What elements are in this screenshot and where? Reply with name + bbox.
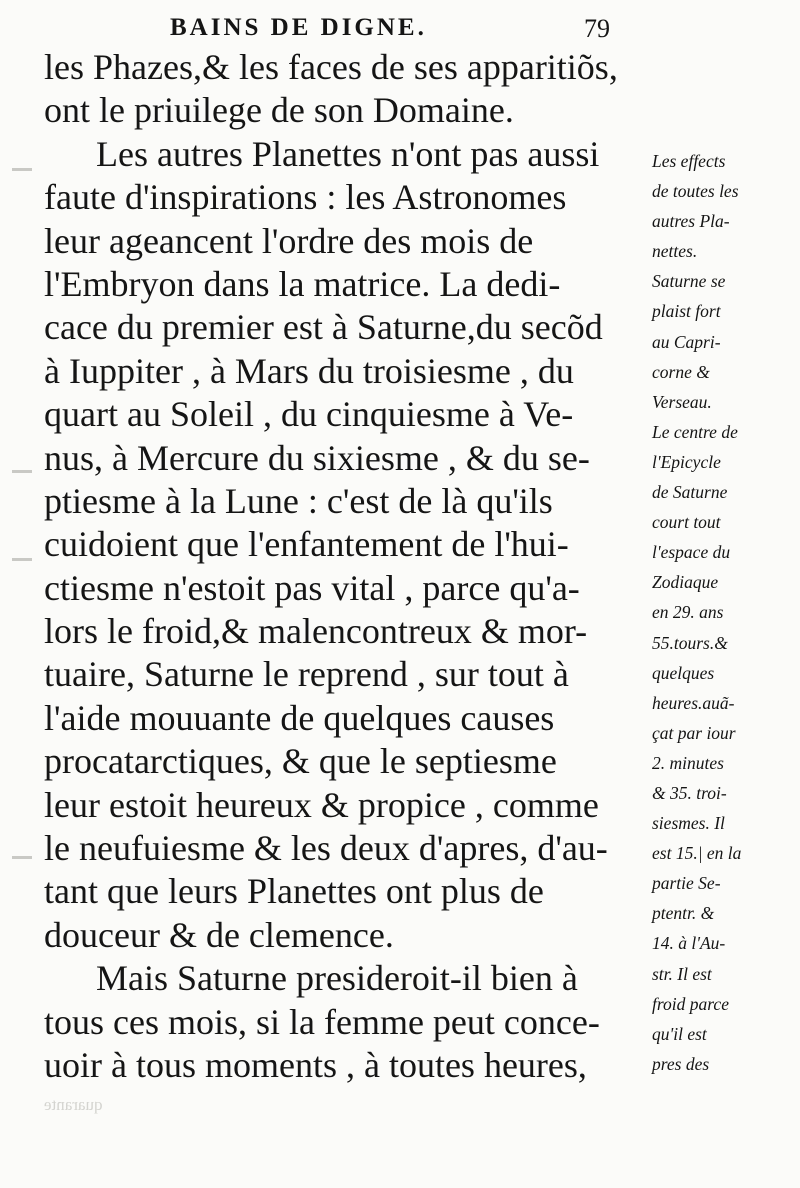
text-line: lors le froid,& malencontreux & mor- [44,611,588,652]
text-line: tuaire, Saturne le reprend , sur tout à [44,654,569,695]
text-line: leur ageancent l'ordre des mois de [44,220,534,261]
show-through-text: quarante [44,1095,103,1114]
text-line: quart au Soleil , du cinquiesme à Ve- [44,394,574,435]
margin-note-line: de Saturne [652,482,728,503]
margin-note-line: est 15.| en la [652,843,742,864]
margin-note-line: froid parce [652,993,729,1014]
text-line: ptiesme à la Lune : c'est de là qu'ils [44,480,553,521]
text-line: leur estoit heureux & propice , comme [44,784,599,825]
text-line: cace du premier est à Saturne,du secõd [44,307,603,348]
edge-mark [12,558,32,561]
text-line: le neufuiesme & les deux d'apres, d'au- [44,828,608,869]
text-line: uoir à tous moments , à toutes heures, [44,1044,587,1085]
running-title: BAINS DE DIGNE. [170,14,427,41]
page-number: 79 [584,14,610,43]
edge-mark [12,856,32,859]
text-line: tous ces mois, si la femme peut conce- [44,1001,600,1042]
text-line: l'aide mouuante de quelques causes [44,697,555,738]
text-line: Les autres Planettes n'ont pas aussi [96,133,600,174]
text-line: Mais Saturne presideroit-il bien à [96,958,578,999]
text-line: tant que leurs Planettes ont plus de [44,871,544,912]
text-line: à Iuppiter , à Mars du troisiesme , du [44,350,574,391]
text-line: nus, à Mercure du sixiesme , & du se- [44,437,590,478]
margin-notes [652,146,792,1079]
margin-note-line: Saturne se [652,271,726,292]
text-line: douceur & de clemence. [44,914,394,955]
margin-note-line: l'espace du [652,542,731,563]
text-line: l'Embryon dans la matrice. La dedi- [44,263,561,304]
margin-note-line: plaist fort [652,301,721,322]
margin-note-line: 14. à l'Au- [652,933,726,954]
margin-note-line: quelques [652,662,715,683]
margin-note-line: ptentr. & [652,903,715,924]
margin-note-line: corne & [652,361,710,382]
margin-note-line: partie Se- [652,873,721,894]
margin-note-line: str. Il est [652,963,712,984]
margin-note-line: pres des [652,1053,710,1074]
margin-note-line: qu'il est [652,1023,707,1044]
text-line: ont le priuilege de son Domaine. [44,90,514,131]
margin-note-line: l'Epicycle [652,451,721,472]
margin-note-line: Zodiaque [652,572,719,593]
main-text-block [44,46,644,1087]
text-line: procatarctiques, & que le septiesme [44,741,557,782]
margin-note-line: au Capri- [652,331,721,352]
text-line: cuidoient que l'enfantement de l'hui- [44,524,569,565]
edge-mark [12,168,32,171]
margin-note-line: court tout [652,512,721,533]
margin-note-line: autres Pla- [652,211,730,232]
margin-note-line: nettes. [652,241,698,262]
margin-note-line: Verseau. [652,391,712,412]
margin-note-line: Le centre de [652,421,738,442]
text-line: faute d'inspirations : les Astronomes [44,177,567,218]
margin-note-line: Les effects [652,151,726,171]
margin-note-line: heures.auã- [652,692,735,713]
margin-note-line: & 35. troi- [652,782,727,803]
text-line: ctiesme n'estoit pas vital , parce qu'a- [44,567,580,608]
margin-note-line: siesmes. Il [652,813,725,834]
margin-note-line: 2. minutes [652,752,724,773]
text-line: les Phazes,& les faces de ses apparitiõs, [44,47,618,87]
edge-mark [12,470,32,473]
margin-note-line: en 29. ans [652,602,724,623]
margin-note-line: 55.tours.& [652,632,728,653]
margin-note-line: çat par iour [652,722,736,743]
margin-note-line: de toutes les [652,181,739,202]
